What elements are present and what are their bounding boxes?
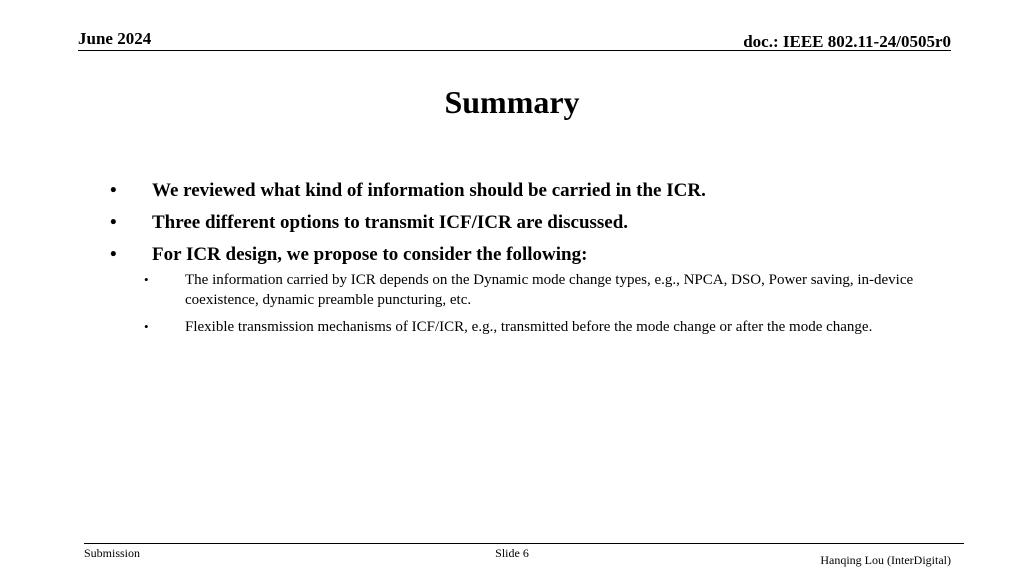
bullet-icon: • [110, 244, 117, 265]
bullet-item [110, 212, 930, 234]
header-doc-id: doc.: IEEE 802.11-24/0505r0 [743, 32, 951, 51]
bullet-item [110, 180, 930, 202]
bullet-icon: • [110, 212, 117, 233]
bullet-text: We reviewed what kind of information should be carried in the ICR. [152, 180, 706, 201]
bullet-text: For ICR design, we propose to consider the following: [152, 244, 588, 265]
footer-slide-number: Slide 6 [495, 546, 529, 560]
footer-submission: Submission [84, 546, 141, 560]
slide-title: Summary [444, 84, 580, 120]
sub-bullet-text: Flexible transmission mechanisms of ICF/ICR, e.g., transmitted before the mode change or after the mode change. [185, 319, 873, 335]
sub-bullet-icon: • [144, 319, 149, 334]
footer-author: Hanqing Lou (InterDigital) [820, 553, 951, 567]
sub-bullet-icon: • [144, 272, 149, 287]
bullet-icon: • [110, 180, 117, 201]
bullet-item [110, 244, 930, 266]
sub-bullet-item [110, 317, 930, 337]
slide-body [110, 180, 930, 344]
header-divider [78, 50, 951, 51]
header-date: June 2024 [78, 29, 152, 48]
sub-bullet-item [110, 270, 930, 310]
footer-divider [84, 543, 964, 544]
bullet-text: Three different options to transmit ICF/ICR are discussed. [152, 212, 629, 233]
sub-bullet-text: The information carried by ICR depends on the Dynamic mode change types, e.g., NPCA, DSO, Power saving, in-device coexistence, dynamic preamble puncturing, etc. [185, 272, 914, 308]
